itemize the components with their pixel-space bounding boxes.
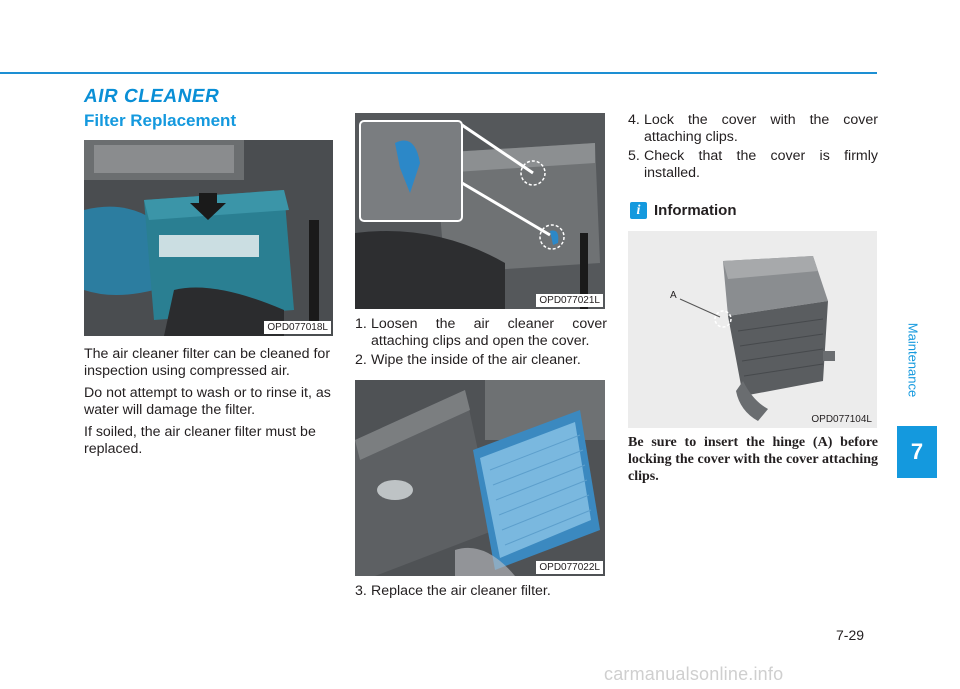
information-title: Information [654, 202, 737, 219]
paragraph-compressed-air: The air cleaner filter can be cleaned for inspection using compressed air. [84, 346, 331, 379]
step-3 [355, 583, 607, 600]
subhead: Filter Replacement [84, 111, 237, 130]
photo-3-illustration [355, 380, 605, 576]
step-4-text: Lock the cover with the cover attaching clips. [644, 112, 878, 145]
step-2 [355, 352, 607, 369]
photo-filter-replacement [355, 380, 605, 576]
step-3-row [355, 583, 607, 600]
photo-1-caption: OPD077018L [264, 321, 331, 334]
step-1-row [355, 316, 607, 350]
section-title: AIR CLEANER [82, 86, 222, 107]
information-icon: i [630, 202, 647, 219]
side-tab-label [893, 300, 933, 420]
photo-4-caption: OPD077104L [808, 413, 875, 426]
photo-4-illustration [628, 231, 877, 428]
step-2-number: 2. [355, 352, 367, 368]
chapter-number-box: 7 [897, 426, 937, 478]
step-5-text: Check that the cover is firmly installed. [644, 148, 878, 181]
photo-cover-clips [355, 113, 605, 309]
step-3-number: 3. [355, 583, 367, 599]
page-number: 7-29 [836, 627, 865, 643]
photo-hinge-diagram [628, 231, 877, 428]
step-5 [628, 148, 878, 182]
information-note: Be sure to insert the hinge (A) before locking the cover with the cover attaching clips. [628, 435, 878, 484]
photo-3-caption: OPD077022L [536, 561, 603, 574]
side-tab-text: Maintenance [905, 322, 921, 398]
photo-2-caption: OPD077021L [536, 294, 603, 307]
paragraph-replace-if-soiled: If soiled, the air cleaner filter must be replaced. [84, 424, 316, 457]
step-1 [355, 316, 607, 350]
paragraph-do-not-wash: Do not attempt to wash or to rinse it, as water will damage the filter. [84, 385, 331, 418]
step-4-row [628, 112, 878, 146]
step-2-row [355, 352, 607, 369]
photo-1-illustration [84, 140, 333, 336]
step-3-text: Replace the air cleaner filter. [371, 583, 551, 599]
watermark: carmanualsonline.info [604, 664, 784, 684]
photo-air-cleaner-cover [84, 140, 333, 336]
step-4-number: 4. [628, 112, 640, 128]
step-1-number: 1. [355, 316, 367, 332]
photo-2-illustration [355, 113, 605, 309]
step-1-text: Loosen the air cleaner cover attaching clips and open the cover. [371, 316, 607, 349]
step-2-text: Wipe the inside of the air cleaner. [371, 352, 581, 368]
step-4 [628, 112, 878, 146]
step-5-row [628, 148, 878, 182]
header-rule [0, 72, 877, 74]
step-5-number: 5. [628, 148, 640, 164]
column-1-text [84, 346, 334, 463]
hinge-label: A [670, 290, 677, 301]
